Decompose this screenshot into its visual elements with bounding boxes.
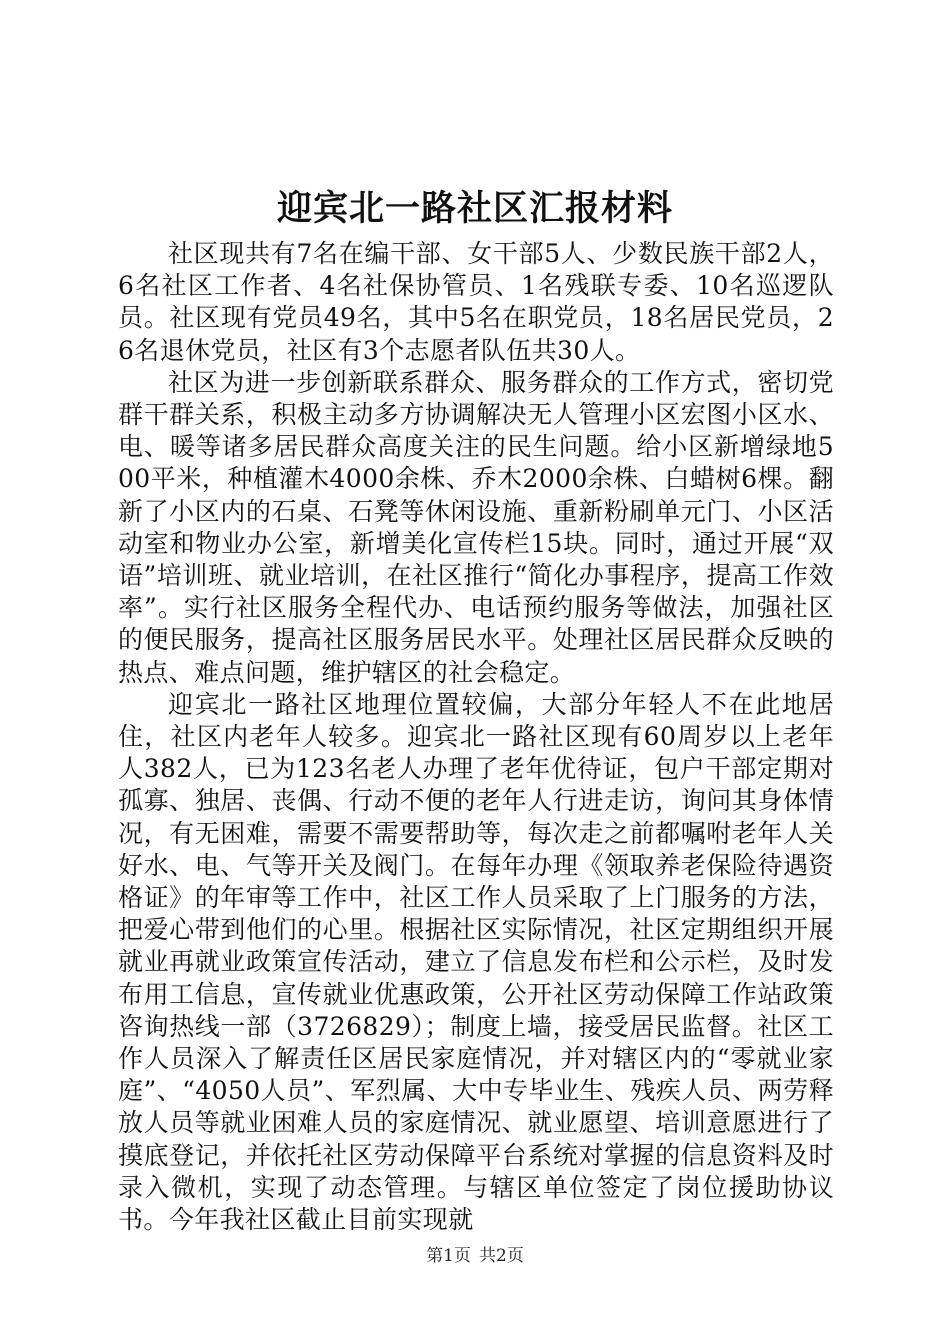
paragraph-elderly-employment: 迎宾北一路社区地理位置较偏，大部分年轻人不在此地居住，社区内老年人较多。迎宾北一路社区现有60周岁以上老年人382人，已为123名老人办理了老年优待证，包户干部定期对孤寡、独居、丧偶、行动不便的老年人行进走访，询问其身体情况，有无困难，需要不需要帮助等，每次走之前都嘱咐老年人关好水、电、气等开关及阀门。在每年办理《领取养老保险待遇资格证》的年审等工作中，社区工作人员采取了上门服务的方法，把爱心带到他们的心里。根据社区实际情况，社区定期组织开展就业再就业政策宣传活动，建立了信息发布栏和公示栏，及时发布用工信息，宣传就业优惠政策，公开社区劳动保障工作站政策咨询热线一部（3726829）；制度上墙，接受居民监督。社区工作人员深入了解责任区居民家庭情况，并对辖区内的“零就业家庭”、“4050人员”、军烈属、大中专毕业生、残疾人员、两劳释放人员等就业困难人员的家庭情况、就业愿望、培训意愿进行了摸底登记，并依托社区劳动保障平台系统对掌握的信息资料及时录入微机，实现了动态管理。与辖区单位签定了岗位援助协议书。今年我社区截止目前实现就 xyxy=(118,689,834,1235)
paragraph-community-services: 社区为进一步创新联系群众、服务群众的工作方式，密切党群干群关系，积极主动多方协调解决无人管理小区宏图小区水、电、暖等诸多居民群众高度关注的民生问题。给小区新增绿地500平米，种植灌木4000余株、乔木2000余株、白蜡树6棵。翻新了小区内的石桌、石凳等休闲设施、重新粉刷单元门、小区活动室和物业办公室，新增美化宣传栏15块。同时，通过开展“双语”培训班、就业培训，在社区推行“简化办事程序，提高工作效率”。实行社区服务全程代办、电话预约服务等做法，加强社区的便民服务，提高社区服务居民水平。处理社区居民群众反映的热点、难点问题，维护辖区的社会稳定。 xyxy=(118,367,834,687)
paragraph-staff-overview: 社区现共有7名在编干部、女干部5人、少数民族干部2人，6名社区工作者、4名社保协管员、1名残联专委、10名巡逻队员。社区现有党员49名，其中5名在职党员，18名居民党员，26名退休党员，社区有3个志愿者队伍共30人。 xyxy=(118,239,834,365)
page-total: 共2页 xyxy=(479,1246,524,1266)
document-title: 迎宾北一路社区汇报材料 xyxy=(276,188,673,229)
page-footer xyxy=(0,1244,950,1268)
page-number: 第1页 xyxy=(426,1246,471,1266)
document-body xyxy=(118,238,834,1236)
